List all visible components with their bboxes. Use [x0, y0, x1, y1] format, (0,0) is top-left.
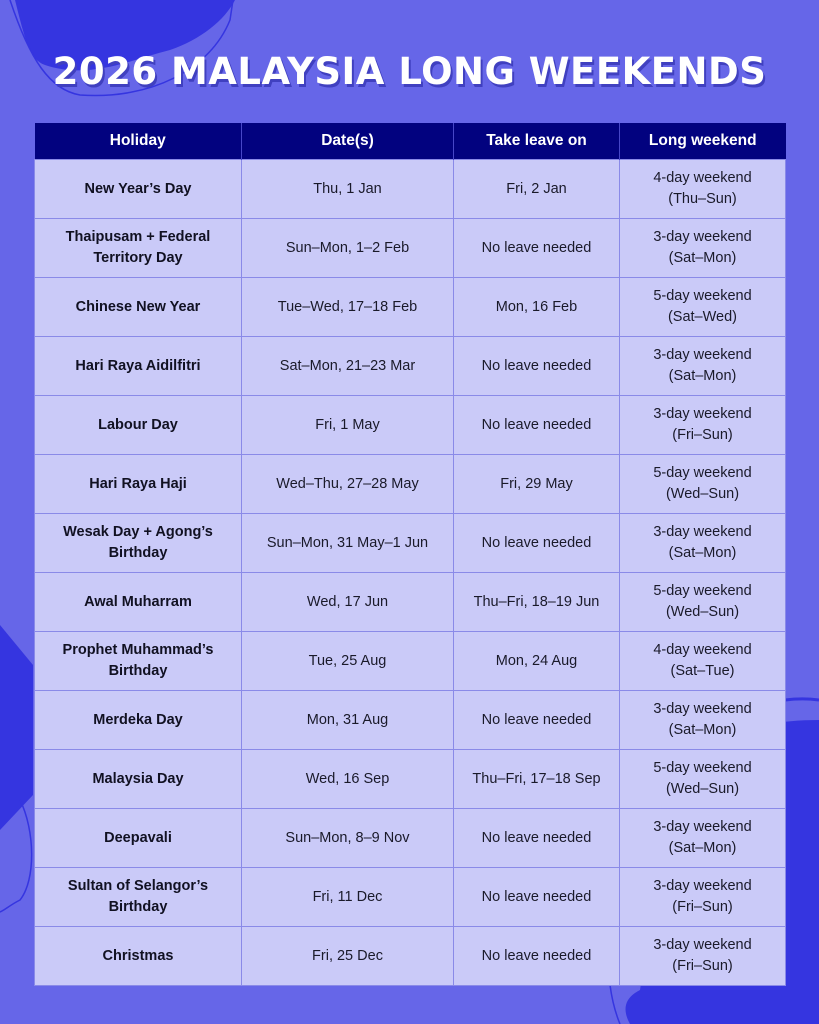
weekend-length: 3-day weekend	[653, 937, 752, 953]
holiday-cell: Hari Raya Aidilfitri	[35, 337, 242, 396]
dates-cell: Sun–Mon, 8–9 Nov	[242, 809, 454, 868]
long-weekend-cell	[620, 278, 786, 337]
holiday-cell: Christmas	[35, 927, 242, 986]
table-row	[35, 632, 786, 691]
weekend-day-span: (Wed–Sun)	[665, 604, 740, 620]
weekend-day-span: (Sat–Mon)	[668, 545, 737, 561]
take-leave-cell: No leave needed	[454, 219, 620, 278]
weekend-length: 5-day weekend	[653, 583, 752, 599]
table-row	[35, 809, 786, 868]
dates-cell: Thu, 1 Jan	[242, 160, 454, 219]
table-row	[35, 573, 786, 632]
take-leave-cell: No leave needed	[454, 514, 620, 573]
table-header-row	[35, 123, 786, 160]
holiday-cell: Malaysia Day	[35, 750, 242, 809]
weekend-day-span: (Sat–Mon)	[668, 368, 737, 384]
weekend-day-span: (Fri–Sun)	[672, 427, 733, 443]
take-leave-cell: No leave needed	[454, 396, 620, 455]
take-leave-cell: No leave needed	[454, 691, 620, 750]
weekend-day-span: (Fri–Sun)	[672, 899, 733, 915]
weekend-day-span: (Wed–Sun)	[665, 486, 740, 502]
take-leave-cell: Thu–Fri, 17–18 Sep	[454, 750, 620, 809]
weekend-length: 3-day weekend	[653, 701, 752, 717]
holiday-cell: Deepavali	[35, 809, 242, 868]
weekend-length: 5-day weekend	[653, 288, 752, 304]
dates-cell: Sat–Mon, 21–23 Mar	[242, 337, 454, 396]
holiday-cell: Chinese New Year	[35, 278, 242, 337]
take-leave-cell: Fri, 29 May	[454, 455, 620, 514]
long-weekend-cell	[620, 868, 786, 927]
weekend-day-span: (Sat–Mon)	[668, 722, 737, 738]
dates-cell: Fri, 11 Dec	[242, 868, 454, 927]
long-weekend-cell	[620, 927, 786, 986]
table-row	[35, 160, 786, 219]
weekend-length: 3-day weekend	[653, 347, 752, 363]
weekend-length: 3-day weekend	[653, 524, 752, 540]
table-row	[35, 337, 786, 396]
take-leave-cell: No leave needed	[454, 809, 620, 868]
weekend-length: 3-day weekend	[653, 229, 752, 245]
long-weekend-cell	[620, 337, 786, 396]
long-weekend-cell	[620, 455, 786, 514]
dates-cell: Sun–Mon, 31 May–1 Jun	[242, 514, 454, 573]
long-weekend-cell	[620, 160, 786, 219]
page-title: 2026 MALAYSIA LONG WEEKENDS	[52, 50, 767, 93]
weekend-day-span: (Sat–Mon)	[668, 250, 737, 266]
long-weekend-cell	[620, 573, 786, 632]
weekend-length: 4-day weekend	[653, 642, 752, 658]
long-weekends-table	[34, 123, 786, 986]
weekend-length: 5-day weekend	[653, 760, 752, 776]
holiday-cell: Awal Muharram	[35, 573, 242, 632]
dates-cell: Fri, 25 Dec	[242, 927, 454, 986]
column-header-long-weekend: Long weekend	[620, 123, 786, 160]
dates-cell: Mon, 31 Aug	[242, 691, 454, 750]
table-row	[35, 455, 786, 514]
dates-cell: Wed, 16 Sep	[242, 750, 454, 809]
weekend-length: 3-day weekend	[653, 819, 752, 835]
dates-cell: Wed, 17 Jun	[242, 573, 454, 632]
weekend-length: 4-day weekend	[653, 170, 752, 186]
table-row	[35, 396, 786, 455]
dates-cell: Sun–Mon, 1–2 Feb	[242, 219, 454, 278]
long-weekend-cell	[620, 809, 786, 868]
holiday-cell: Wesak Day + Agong’s Birthday	[35, 514, 242, 573]
table-row	[35, 868, 786, 927]
dates-cell: Tue–Wed, 17–18 Feb	[242, 278, 454, 337]
holiday-cell: Thaipusam + Federal Territory Day	[35, 219, 242, 278]
holiday-cell: Prophet Muhammad’s Birthday	[35, 632, 242, 691]
long-weekend-cell	[620, 750, 786, 809]
table-row	[35, 278, 786, 337]
column-header-dates: Date(s)	[242, 123, 454, 160]
column-header-holiday: Holiday	[35, 123, 242, 160]
take-leave-cell: No leave needed	[454, 927, 620, 986]
dates-cell: Fri, 1 May	[242, 396, 454, 455]
long-weekend-cell	[620, 396, 786, 455]
holiday-cell: New Year’s Day	[35, 160, 242, 219]
column-header-take-leave-on: Take leave on	[454, 123, 620, 160]
table-row	[35, 514, 786, 573]
take-leave-cell: Fri, 2 Jan	[454, 160, 620, 219]
take-leave-cell: No leave needed	[454, 337, 620, 396]
weekend-day-span: (Sat–Wed)	[667, 309, 738, 325]
weekend-length: 5-day weekend	[653, 465, 752, 481]
holiday-cell: Merdeka Day	[35, 691, 242, 750]
take-leave-cell: No leave needed	[454, 868, 620, 927]
weekend-length: 3-day weekend	[653, 878, 752, 894]
weekend-day-span: (Thu–Sun)	[668, 191, 737, 207]
table-row	[35, 927, 786, 986]
holiday-cell: Labour Day	[35, 396, 242, 455]
holiday-cell: Sultan of Selangor’s Birthday	[35, 868, 242, 927]
long-weekend-cell	[620, 219, 786, 278]
take-leave-cell: Mon, 24 Aug	[454, 632, 620, 691]
long-weekend-cell	[620, 632, 786, 691]
table-row	[35, 691, 786, 750]
holiday-cell: Hari Raya Haji	[35, 455, 242, 514]
long-weekend-cell	[620, 514, 786, 573]
table-row	[35, 219, 786, 278]
dates-cell: Wed–Thu, 27–28 May	[242, 455, 454, 514]
take-leave-cell: Thu–Fri, 18–19 Jun	[454, 573, 620, 632]
take-leave-cell: Mon, 16 Feb	[454, 278, 620, 337]
weekend-length: 3-day weekend	[653, 406, 752, 422]
table-row	[35, 750, 786, 809]
long-weekend-cell	[620, 691, 786, 750]
dates-cell: Tue, 25 Aug	[242, 632, 454, 691]
weekend-day-span: (Sat–Tue)	[670, 663, 735, 679]
weekend-day-span: (Fri–Sun)	[672, 958, 733, 974]
weekend-day-span: (Wed–Sun)	[665, 781, 740, 797]
weekend-day-span: (Sat–Mon)	[668, 840, 737, 856]
